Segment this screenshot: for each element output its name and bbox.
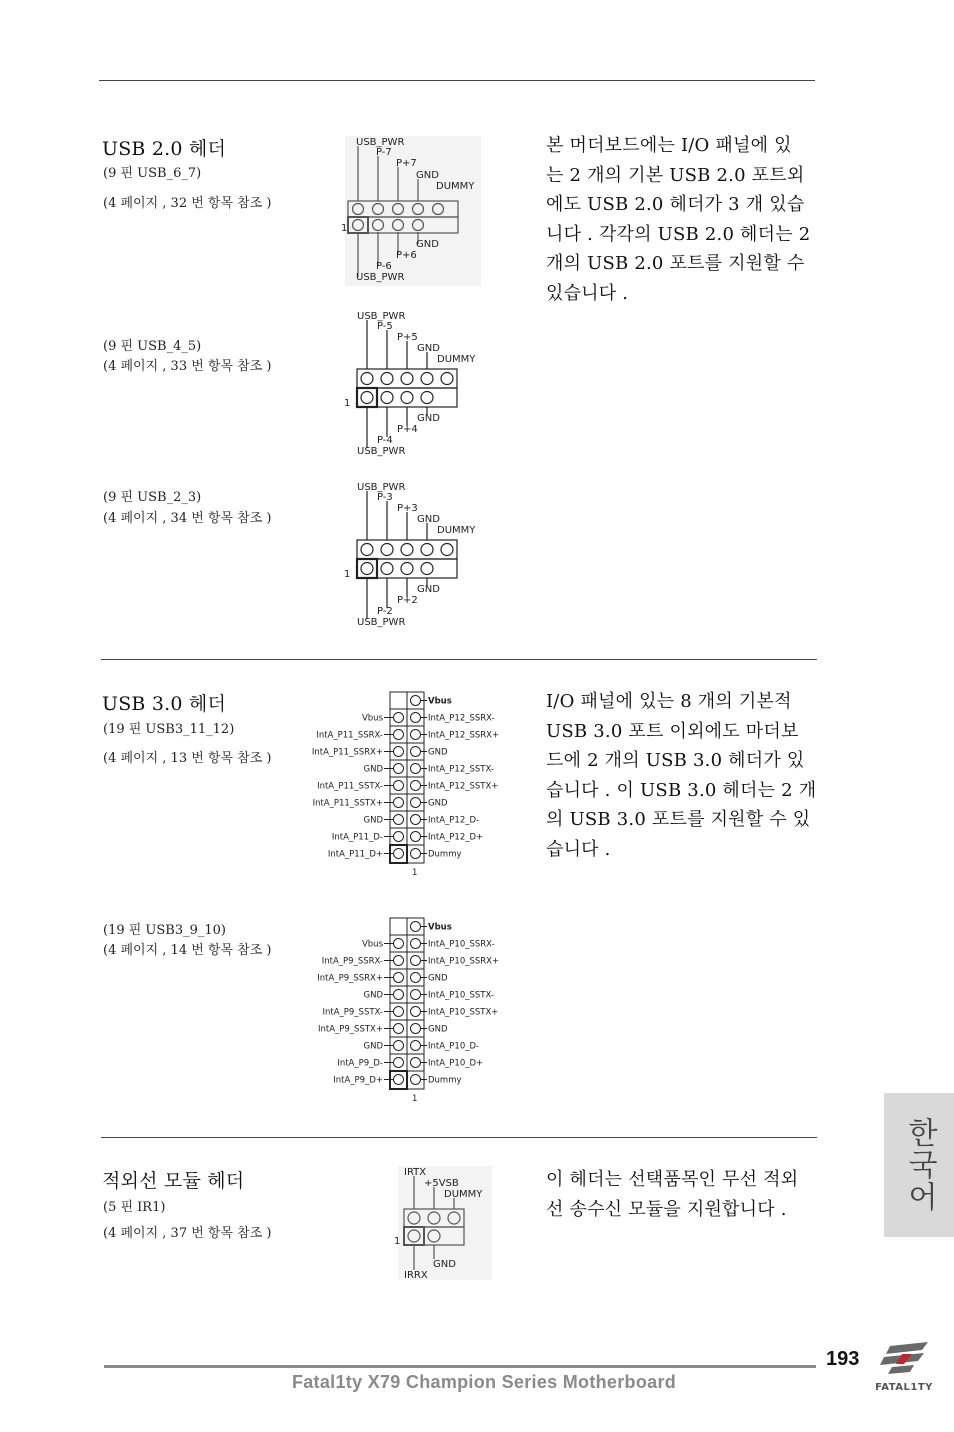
usb3-2-left-label: GND <box>363 990 383 1001</box>
language-tab <box>884 1093 954 1237</box>
usb3-2-right-label: IntA_P10_SSTX- <box>428 990 494 1001</box>
usb3-1-left-label: GND <box>363 815 383 826</box>
usb2-3-label: USB_PWR <box>357 482 406 493</box>
usb2-1-label: USB_PWR <box>356 137 405 148</box>
usb2-description-line: 있습니다 . <box>546 282 629 304</box>
usb3-2-left-label: IntA_P9_SSRX- <box>321 956 383 967</box>
fatal1ty-logo-text: FATAL1TY <box>875 1382 933 1393</box>
ir-label: IRRX <box>404 1270 428 1281</box>
usb3-1-right-label: IntA_P12_D- <box>428 815 480 826</box>
usb3-1-right-label: Vbus <box>428 696 452 707</box>
usb2-2-label: P-4 <box>377 435 393 446</box>
usb2-2-label: GND <box>417 343 440 354</box>
language-tab-label: 한국어 <box>902 1117 937 1213</box>
usb2-header-2-pins: (9 핀 USB_4_5) <box>103 339 202 354</box>
usb3-2-left-label: Vbus <box>361 939 383 950</box>
usb2-1-label: USB_PWR <box>356 272 405 283</box>
ir-label: +5VSB <box>424 1178 459 1189</box>
usb2-section-title: USB 2.0 헤더 <box>102 138 226 160</box>
ir-description-line: 이 헤더는 선택품목인 무선 적외 <box>546 1169 799 1190</box>
top-rule <box>99 80 815 81</box>
usb2-3-label: P-2 <box>377 606 393 617</box>
usb3-1-left-label: GND <box>363 764 383 775</box>
usb3-1-left-label: IntA_P11_SSTX- <box>317 781 383 792</box>
usb2-header-3-ref: (4 페이지 , 34 번 항목 참조 ) <box>103 511 272 526</box>
usb3-header-1-pins: (19 핀 USB3_11_12) <box>103 722 235 737</box>
fatal1ty-logo <box>862 1340 946 1402</box>
usb3-1-right-label: IntA_P12_SSTX- <box>428 764 494 775</box>
usb2-description-line: 는 2 개의 기본 USB 2.0 포트외 <box>546 164 805 186</box>
usb2-2-label: USB_PWR <box>357 446 406 457</box>
ir-header-diagram <box>390 1164 500 1284</box>
usb3-description-line: 의 USB 3.0 포트를 지원할 수 있 <box>546 809 811 830</box>
usb2-2-label: USB_PWR <box>357 311 406 322</box>
usb2-header-3-diagram <box>340 479 500 629</box>
usb3-1-right-label: IntA_P12_SSRX+ <box>428 730 500 741</box>
usb3-1-pin1: 1 <box>412 868 418 878</box>
section-divider <box>101 1137 817 1138</box>
fatal1ty-logo-mark <box>862 1340 946 1380</box>
usb3-2-right-label: IntA_P10_D- <box>428 1041 480 1052</box>
usb3-1-left-label: IntA_P11_D- <box>331 832 383 843</box>
usb2-2-label: GND <box>417 413 440 424</box>
usb2-1-label: P-6 <box>376 261 392 272</box>
usb3-header-2-pins: (19 핀 USB3_9_10) <box>103 923 227 938</box>
ir-section-title: 적외선 모듈 헤더 <box>102 1170 245 1192</box>
usb3-2-right-label: IntA_P10_D+ <box>428 1058 484 1069</box>
usb2-2-label: P+4 <box>397 424 418 435</box>
usb2-3-pin1: 1 <box>344 569 351 580</box>
usb2-header-1-pins: (9 핀 USB_6_7) <box>103 166 202 181</box>
ir-label: DUMMY <box>444 1189 483 1200</box>
usb3-description-line: 드에 2 개의 USB 3.0 헤더가 있 <box>546 750 805 771</box>
usb3-2-left-label: IntA_P9_D+ <box>333 1075 383 1086</box>
usb3-2-right-label: IntA_P10_SSTX+ <box>428 1007 499 1018</box>
usb2-2-label: DUMMY <box>437 354 476 365</box>
ir-header-pins: (5 핀 IR1) <box>103 1200 166 1215</box>
usb2-2-label: P-5 <box>377 321 393 332</box>
usb2-description-line: 니다 . 각각의 USB 2.0 헤더는 2 <box>546 223 811 245</box>
ir-pin1: 1 <box>394 1236 401 1247</box>
usb2-3-label: GND <box>417 514 440 525</box>
usb3-1-left-label: IntA_P11_SSTX+ <box>312 798 383 809</box>
usb2-1-label: P+6 <box>396 250 417 261</box>
usb2-header-1-diagram <box>340 134 490 289</box>
usb2-3-label: GND <box>417 584 440 595</box>
usb2-1-label: P-7 <box>376 147 392 158</box>
usb3-1-right-label: GND <box>428 747 448 758</box>
usb3-1-right-label: IntA_P12_SSTX+ <box>428 781 499 792</box>
ir-description-line: 선 송수신 모듈을 지원합니다 . <box>546 1198 787 1220</box>
usb3-2-right-label: IntA_P10_SSRX+ <box>428 956 500 967</box>
usb2-2-label: P+5 <box>397 332 418 343</box>
usb2-3-label: P-3 <box>377 492 393 503</box>
usb3-description-line: I/O 패널에 있는 8 개의 기본적 <box>546 691 792 712</box>
usb2-header-2-diagram <box>340 308 500 458</box>
usb3-header-1-ref: (4 페이지 , 13 번 항목 참조 ) <box>103 751 272 766</box>
usb3-header-2-ref: (4 페이지 , 14 번 항목 참조 ) <box>103 943 272 958</box>
usb2-3-label: USB_PWR <box>357 617 406 628</box>
usb3-1-right-label: IntA_P12_SSRX- <box>428 713 495 724</box>
usb3-2-right-label: IntA_P10_SSRX- <box>428 939 495 950</box>
usb2-header-3-pins: (9 핀 USB_2_3) <box>103 490 202 505</box>
ir-label: GND <box>433 1259 456 1270</box>
footer-title: Fatal1ty X79 Champion Series Motherboard <box>291 1372 677 1392</box>
usb3-2-pin1: 1 <box>412 1094 418 1104</box>
usb2-3-label: P+2 <box>397 595 418 606</box>
usb2-2-pin1: 1 <box>344 398 351 409</box>
usb3-description <box>546 687 822 864</box>
usb3-2-left-label: IntA_P9_SSTX- <box>322 1007 383 1018</box>
usb2-1-label: P+7 <box>396 158 417 169</box>
usb3-1-left-label: IntA_P11_SSRX+ <box>311 747 383 758</box>
ir-label: IRTX <box>404 1167 427 1178</box>
usb3-description-line: 습니다 . 이 USB 3.0 헤더는 2 개 <box>546 779 817 801</box>
footer-rule <box>104 1365 816 1368</box>
usb2-1-pin1: 1 <box>341 223 348 234</box>
section-divider <box>101 659 817 660</box>
usb2-3-label: DUMMY <box>437 525 476 536</box>
usb3-2-right-label: GND <box>428 973 448 984</box>
usb3-1-right-label: IntA_P12_D+ <box>428 832 484 843</box>
usb3-1-left-label: IntA_P11_SSRX- <box>316 730 383 741</box>
usb3-header-1-diagram <box>300 690 520 880</box>
usb3-1-right-label: Dummy <box>428 849 462 860</box>
page-number: 193 <box>826 1348 860 1370</box>
usb3-2-right-label: GND <box>428 1024 448 1035</box>
usb2-1-label: GND <box>416 170 439 181</box>
usb2-1-label: GND <box>416 239 439 250</box>
ir-header-ref: (4 페이지 , 37 번 항목 참조 ) <box>103 1226 272 1241</box>
usb2-description-line: 에도 USB 2.0 헤더가 3 개 있습 <box>546 194 805 215</box>
usb3-2-left-label: IntA_P9_SSRX+ <box>317 973 383 984</box>
usb3-header-2-diagram <box>300 916 520 1106</box>
usb3-description-line: USB 3.0 포트 이외에도 마더보 <box>546 720 799 742</box>
usb2-description-line: 본 머더보드에는 I/O 패널에 있 <box>546 135 792 156</box>
usb3-2-left-label: IntA_P9_SSTX+ <box>317 1024 383 1035</box>
usb3-2-right-label: Dummy <box>428 1075 462 1086</box>
usb2-description-line: 개의 USB 2.0 포트를 지원할 수 <box>546 253 805 274</box>
usb2-1-label: DUMMY <box>436 181 475 192</box>
usb3-section-title: USB 3.0 헤더 <box>102 693 226 715</box>
usb3-1-right-label: GND <box>428 798 448 809</box>
usb3-description-line: 습니다 . <box>546 838 611 860</box>
usb2-header-2-ref: (4 페이지 , 33 번 항목 참조 ) <box>103 359 272 374</box>
usb2-header-1-ref: (4 페이지 , 32 번 항목 참조 ) <box>103 196 272 211</box>
usb3-1-left-label: IntA_P11_D+ <box>327 849 383 860</box>
usb2-3-label: P+3 <box>397 503 418 514</box>
ir-description <box>546 1165 822 1224</box>
usb3-2-left-label: IntA_P9_D- <box>337 1058 383 1069</box>
usb2-description <box>546 131 822 308</box>
usb3-1-left-label: Vbus <box>361 713 383 724</box>
usb3-2-left-label: GND <box>363 1041 383 1052</box>
usb3-2-right-label: Vbus <box>428 922 452 933</box>
